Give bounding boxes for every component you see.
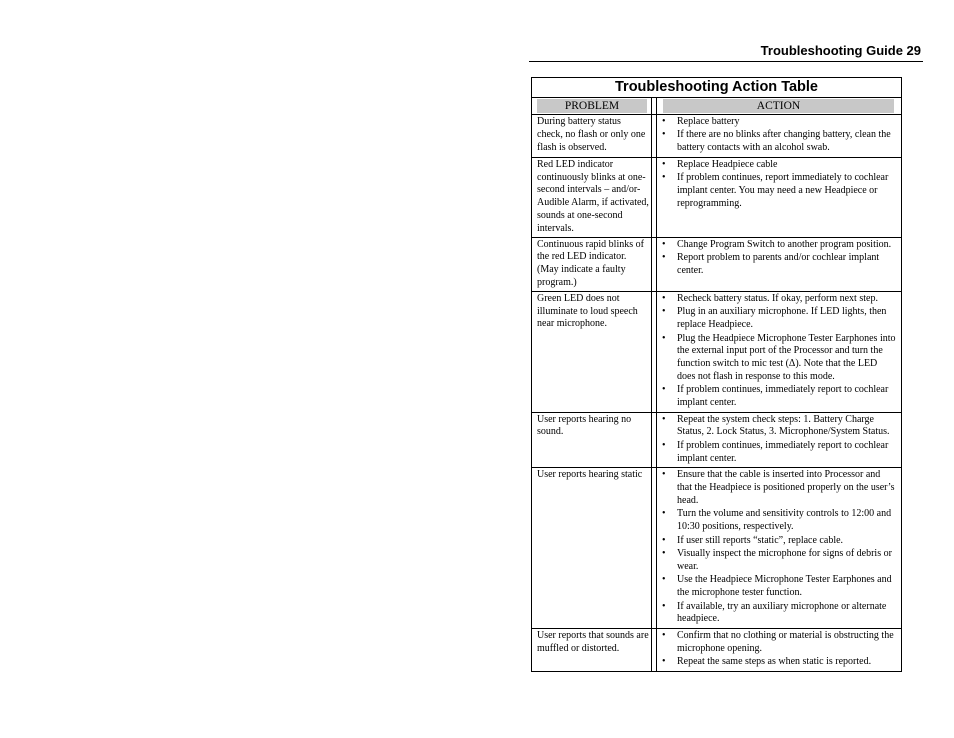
bullet-icon: • [662,548,666,560]
action-text: Report problem to parents and/or cochlear implant center. [677,252,880,276]
action-text: Ensure that the cable is inserted into Processor and that the Headpiece is positioned properly on the user’s head. [677,469,895,506]
problem-cell: User reports hearing no sound. [532,412,652,468]
table-row [532,412,902,468]
action-cell [657,157,902,237]
action-item [657,333,897,384]
bullet-icon: • [662,534,666,546]
action-item [657,630,897,656]
action-list [657,292,901,412]
action-text: Recheck battery status. If okay, perform next step. [677,292,878,304]
table-row [532,468,902,629]
action-item [657,601,897,627]
action-item [657,384,897,410]
bullet-icon: • [662,129,666,141]
bullet-icon: • [662,238,666,250]
action-cell [657,628,902,671]
problem-column-header [532,98,652,115]
action-text: Change Program Switch to another program position. [677,238,892,250]
action-text: Turn the volume and sensitivity controls to 12:00 and 10:30 positions, respectively. [677,508,892,533]
problem-cell: Green LED does not illuminate to loud speech near microphone. [532,291,652,412]
action-text: Confirm that no clothing or material is obstructing the microphone opening. [677,629,894,654]
table-body [532,115,902,672]
action-column-header [657,98,902,115]
action-text: Plug the Headpiece Microphone Tester Earphones into the external input port of the Processor and turn the function switch to mic test (Δ). Note that the LED does not flash in response to this mode. [677,332,896,382]
troubleshooting-table [531,77,902,672]
action-text: If problem continues, immediately report to cochlear implant center. [677,384,889,409]
bullet-icon: • [662,508,666,520]
problem-column-label: PROBLEM [537,99,647,113]
action-cell [657,468,902,629]
bullet-icon: • [662,252,666,264]
bullet-icon: • [662,384,666,396]
action-item [657,469,897,507]
table-row [532,291,902,412]
action-item [657,656,897,669]
bullet-icon: • [662,116,666,127]
action-text: Visually inspect the microphone for signs of debris or wear. [677,548,892,572]
action-column-label: ACTION [663,99,894,113]
problem-cell: During battery status check, no flash or only one flash is observed. [532,115,652,158]
bullet-icon: • [662,600,666,612]
action-list [657,238,901,280]
page-header-text: Troubleshooting Guide 29 [760,43,921,58]
action-text: Use the Headpiece Microphone Tester Earphones and the microphone tester function. [677,574,892,599]
action-item [657,440,897,466]
bullet-icon: • [662,172,666,184]
problem-cell: User reports hearing static [532,468,652,629]
action-cell [657,115,902,158]
action-text: If there are no blinks after changing battery, clean the battery contacts with an alcohol swab. [677,129,891,154]
action-item [657,574,897,600]
action-text: If problem continues, immediately report to cochlear implant center. [677,439,889,464]
bullet-icon: • [662,574,666,586]
bullet-icon: • [662,332,666,344]
bullet-icon: • [662,306,666,318]
table-row [532,628,902,671]
action-list [657,629,901,671]
bullet-icon: • [662,629,666,641]
action-list [657,468,901,628]
action-text: Repeat the system check steps: 1. Battery Charge Status, 2. Lock Status, 3. Microphone/System Status. [677,413,890,438]
action-item [657,306,897,332]
bullet-icon: • [662,413,666,425]
action-cell [657,412,902,468]
bullet-icon: • [662,469,666,481]
action-item [657,172,897,210]
action-item [657,293,897,306]
problem-cell: Continuous rapid blinks of the red LED indicator. (May indicate a faulty program.) [532,237,652,291]
bullet-icon: • [662,158,666,170]
action-item [657,252,897,278]
action-text: If available, try an auxiliary microphone or alternate headpiece. [677,600,887,625]
table-row [532,157,902,237]
action-text: Replace Headpiece cable [677,158,778,170]
bullet-icon: • [662,292,666,304]
action-text: If user still reports “static”, replace cable. [677,534,844,546]
action-item [657,548,897,574]
action-item [657,535,897,548]
table-row [532,115,902,158]
action-text: Repeat the same steps as when static is reported. [677,656,872,668]
action-item [657,159,897,172]
action-list [657,158,901,213]
table-row [532,237,902,291]
action-cell [657,291,902,412]
bullet-icon: • [662,439,666,451]
action-list [657,413,901,468]
action-item [657,116,897,129]
problem-cell: User reports that sounds are muffled or distorted. [532,628,652,671]
action-item [657,508,897,534]
action-text: Replace battery [677,116,740,127]
action-text: If problem continues, report immediately to cochlear implant center. You may need a new Headpiece or reprogramming. [677,172,889,209]
action-item [657,129,897,155]
bullet-icon: • [662,656,666,668]
page-header [529,43,923,62]
action-text: Plug in an auxiliary microphone. If LED lights, then replace Headpiece. [677,306,887,331]
action-item [657,239,897,252]
action-cell [657,237,902,291]
table-title: Troubleshooting Action Table [532,78,902,98]
problem-cell: Red LED indicator continuously blinks at one-second intervals – and/or- Audible Alarm, if activated, sounds at one-second intervals. [532,157,652,237]
action-item [657,414,897,440]
action-list [657,115,901,157]
